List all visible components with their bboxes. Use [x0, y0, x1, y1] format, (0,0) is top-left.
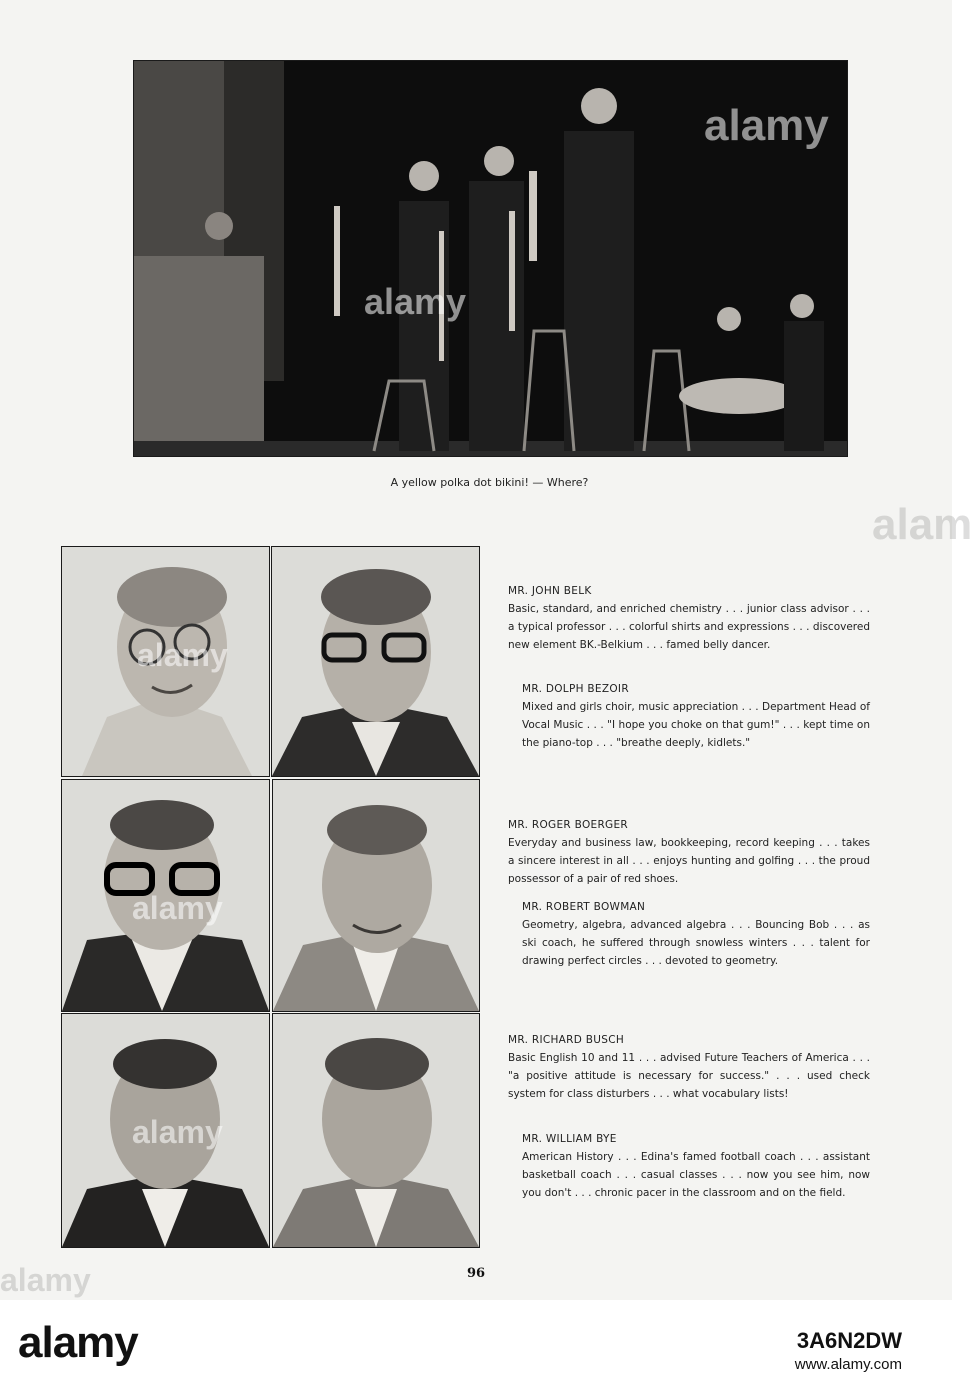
portrait-richard-busch: [61, 1013, 270, 1248]
portrait-dolph-bezoir: [271, 546, 480, 777]
bio-robert-bowman: [522, 898, 870, 970]
image-id: 3A6N2DW: [796, 1328, 902, 1353]
watermark-logo: alamy: [0, 1262, 91, 1298]
page-number: 96: [466, 1266, 486, 1281]
faculty-name: MR. ROGER BOERGER: [508, 819, 628, 831]
portrait-william-bye: [272, 1013, 480, 1248]
faculty-name: MR. DOLPH BEZOIR: [522, 683, 629, 695]
watermark-logo: alamy: [364, 281, 467, 322]
watermark-logo: alamy: [137, 637, 228, 673]
bio-dolph-bezoir: [522, 680, 870, 752]
faculty-name: MR. RICHARD BUSCH: [508, 1034, 625, 1046]
portrait-robert-bowman: [272, 779, 480, 1012]
bio-john-belk: [508, 582, 870, 654]
bio-william-bye: [522, 1130, 870, 1202]
faculty-description: Geometry, algebra, advanced algebra . . . Bouncing Bob . . . as ski coach, he suffered through snowless winters . . . talent for drawing perfect circles . . . devoted to geometry.: [522, 919, 870, 967]
faculty-description: Everyday and business law, bookkeeping, record keeping . . . takes a sincere interest in all . . . enjoys hunting and golfing . . . the proud possessor of a pair of red shoes.: [508, 837, 870, 885]
site-url[interactable]: www.alamy.com: [794, 1356, 902, 1373]
faculty-description: Basic English 10 and 11 . . . advised Future Teachers of America . . . "a positive attitude is necessary for success." . . . used check system for class disturbers . . . what vocabulary lists!: [508, 1052, 870, 1100]
brand-logo: alamy: [18, 1318, 138, 1367]
faculty-name: MR. ROBERT BOWMAN: [522, 901, 646, 913]
watermark-logo: alamy: [704, 101, 829, 150]
faculty-description: Mixed and girls choir, music appreciation . . . Department Head of Vocal Music . . . "I hope you choke on that gum!" . . . kept time on the piano-top . . . "breathe deeply, kidlets.": [522, 701, 870, 749]
photo-caption: A yellow polka dot bikini! — Where?: [390, 476, 589, 489]
watermark-banner: [0, 1300, 952, 1390]
portrait-roger-boerger: [61, 779, 270, 1012]
faculty-name: MR. WILLIAM BYE: [522, 1133, 617, 1145]
faculty-description: Basic, standard, and enriched chemistry . . . junior class advisor . . . a typical professor . . . colorful shirts and expressions . . . discovered new element BK.-Belkium . . . famed belly dancer.: [508, 603, 870, 651]
faculty-name: MR. JOHN BELK: [508, 585, 592, 597]
faculty-description: American History . . . Edina's famed football coach . . . assistant basketball coach . . . casual classes . . . now you see him, now you don't . . . chronic pacer in the classroom and on the field.: [522, 1151, 870, 1199]
watermark-logo: alam: [872, 500, 972, 549]
watermark-logo: alamy: [132, 890, 223, 926]
bio-roger-boerger: [508, 816, 870, 888]
bio-richard-busch: [508, 1031, 870, 1103]
stage-photograph: [133, 60, 848, 457]
portrait-john-belk: [61, 546, 270, 777]
watermark-logo: alamy: [132, 1114, 223, 1150]
